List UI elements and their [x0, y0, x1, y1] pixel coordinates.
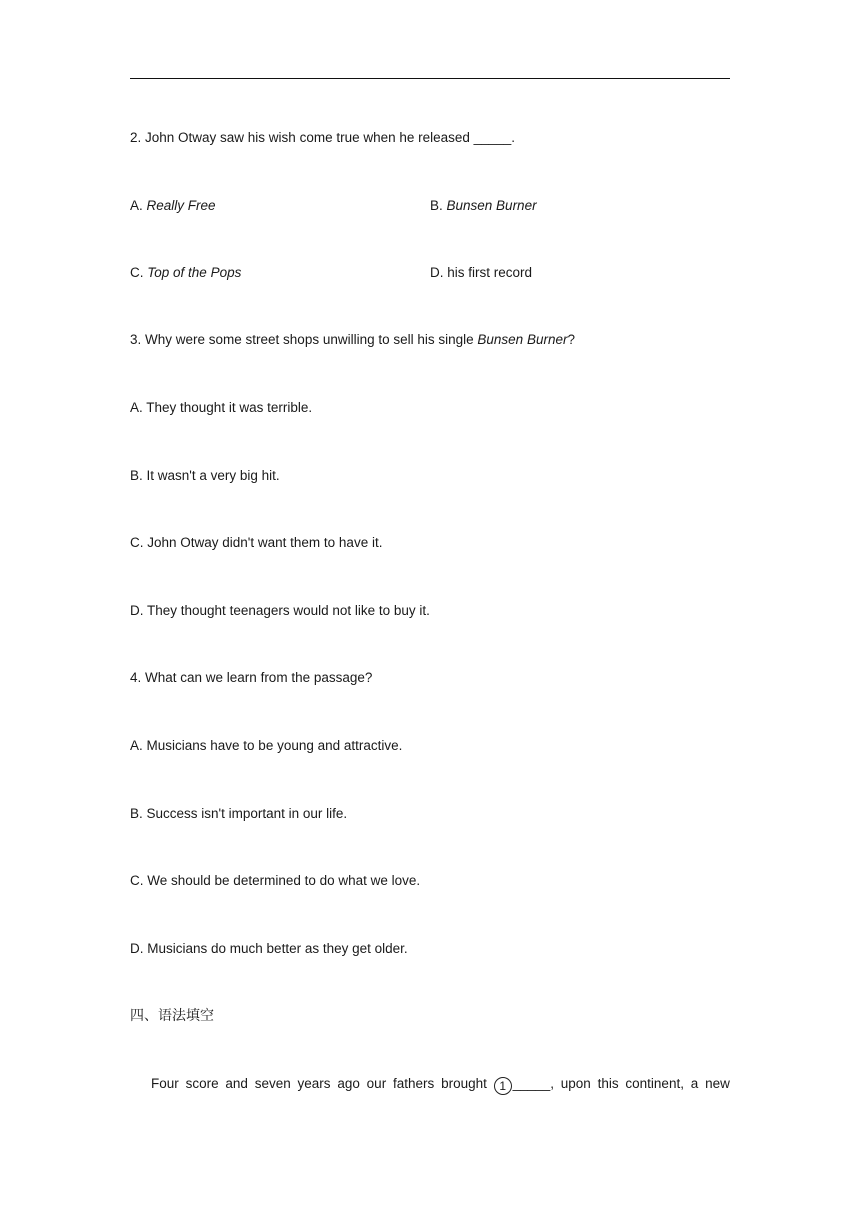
question-3-stem: [130, 331, 575, 349]
option-label: B.: [430, 198, 447, 213]
question-2-option-c: [130, 264, 241, 282]
passage-word: continent,: [625, 1076, 684, 1091]
question-3-option-a: A. They thought it was terrible.: [130, 400, 313, 415]
option-title: Really Free: [146, 198, 216, 213]
question-4-option-c: C. We should be determined to do what we love.: [130, 873, 421, 888]
passage-word: fathers: [392, 1076, 435, 1091]
question-2-option-b: [430, 197, 537, 215]
passage-word: seven: [254, 1076, 291, 1091]
option-label: A.: [130, 198, 147, 213]
section-title: 四、语法填空: [130, 1008, 214, 1024]
passage-word: and: [225, 1076, 248, 1091]
passage-word: ago: [337, 1076, 360, 1091]
blank-line: _____,: [512, 1076, 554, 1091]
question-4-option-b: B. Success isn't important in our life.: [130, 806, 348, 821]
passage-line: [151, 1075, 730, 1095]
stem-title: Bunsen Burner: [477, 332, 568, 347]
question-3-option-c: C. John Otway didn't want them to have it.: [130, 535, 383, 550]
question-3-option-d: D. They thought teenagers would not like to buy it.: [130, 603, 430, 618]
passage-word: this: [597, 1076, 619, 1091]
stem-text: 3. Why were some street shops unwilling to sell his single: [130, 332, 478, 347]
question-4-option-d: D. Musicians do much better as they get older.: [130, 941, 408, 956]
passage-word: score: [185, 1076, 219, 1091]
question-2-option-d: D. his first record: [430, 265, 533, 280]
option-title: Bunsen Burner: [446, 198, 537, 213]
header-rule: [130, 78, 730, 79]
passage-word: new: [705, 1076, 730, 1091]
passage-word: brought: [441, 1076, 487, 1091]
passage-word: our: [366, 1076, 387, 1091]
blank-number-badge: 1: [494, 1077, 512, 1095]
question-4-stem: 4. What can we learn from the passage?: [130, 670, 373, 685]
passage-word: a: [690, 1076, 699, 1091]
question-2-stem: 2. John Otway saw his wish come true when he released _____.: [130, 130, 515, 145]
blank-1: [494, 1075, 554, 1095]
question-2-option-a: [130, 197, 216, 215]
question-4-option-a: A. Musicians have to be young and attractive.: [130, 738, 403, 753]
option-title: Top of the Pops: [147, 265, 242, 280]
passage-word: Four: [151, 1076, 179, 1091]
option-label: C.: [130, 265, 148, 280]
passage-word: upon: [560, 1076, 591, 1091]
stem-end: ?: [567, 332, 575, 347]
passage-word: years: [297, 1076, 331, 1091]
question-3-option-b: B. It wasn't a very big hit.: [130, 468, 280, 483]
